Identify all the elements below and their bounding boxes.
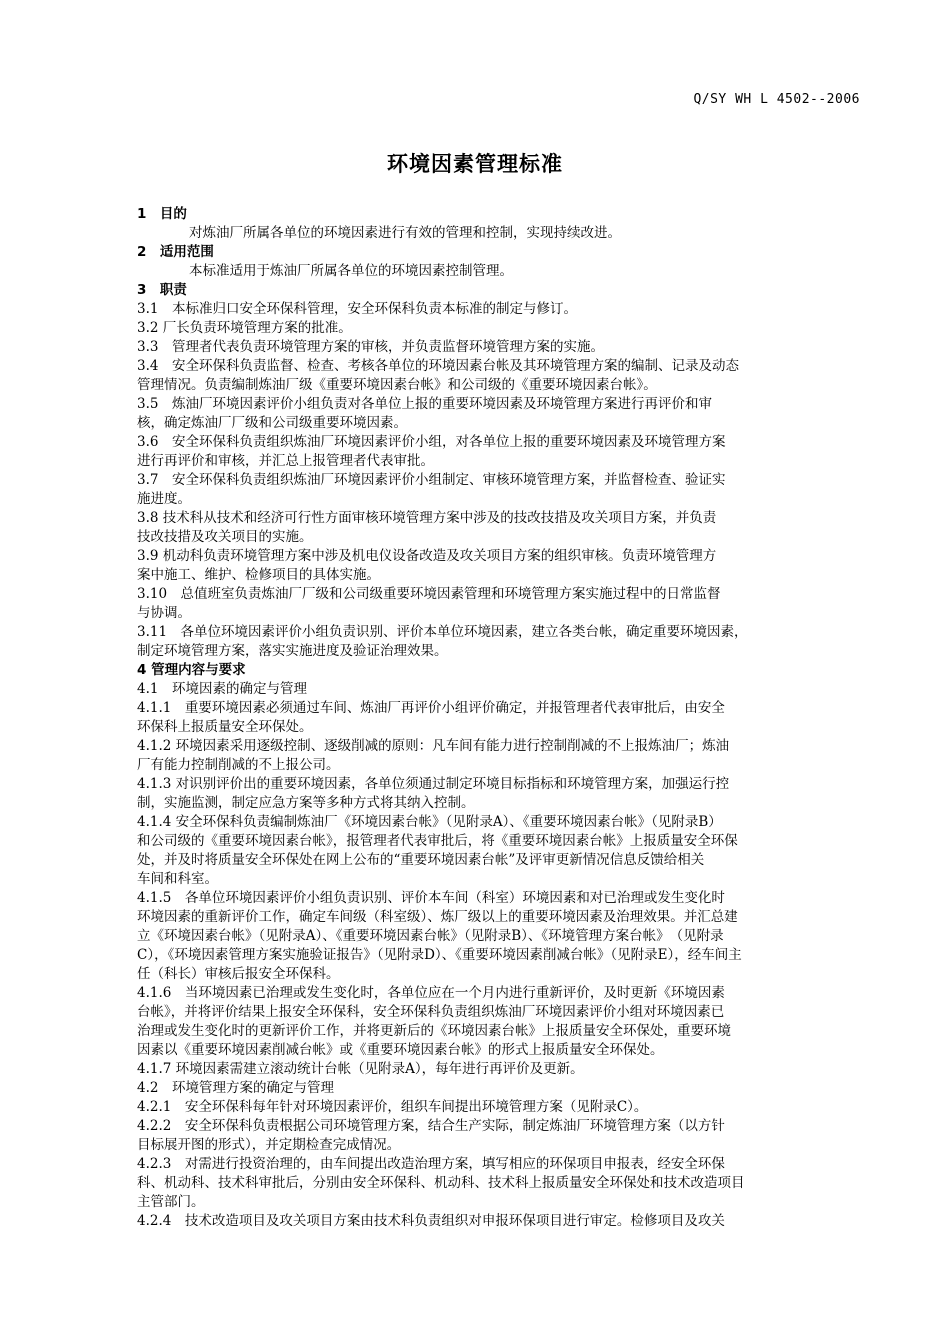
body-line: 立《环境因素台帐》（见附录A）、《重要环境因素台帐》（见附录B）、《环境管理方案台帐》 （见附录 [137, 928, 724, 944]
body-line: 厂有能力控制削减的不上报公司。 [137, 757, 340, 773]
body-line: 3.5 炼油厂环境因素评价小组负责对各单位上报的重要环境因素及环境管理方案进行再评价和审 [137, 396, 712, 412]
body-line: 3.2 厂长负责环境管理方案的批准。 [137, 320, 352, 336]
body-line: 技改技措及攻关项目的实施。 [137, 529, 313, 545]
body-line: 施进度。 [137, 491, 191, 507]
body-line: 治理或发生变化时的更新评价工作，并将更新后的《环境因素台帐》上报质量安全环保处，重要环境 [137, 1023, 731, 1039]
body-line: C），《环境因素管理方案实施验证报告》（见附录D）、《重要环境因素削减台帐》（见附录E），经车间主 [137, 947, 742, 963]
body-line: 制，实施监测，制定应急方案等多种方式将其纳入控制。 [137, 795, 475, 811]
body-line: 3.6 安全环保科负责组织炼油厂环境因素评价小组，对各单位上报的重要环境因素及环境管理方案 [137, 434, 726, 450]
body-line: 案中施工、维护、检修项目的具体实施。 [137, 567, 380, 583]
body-line: 4.1.6 当环境因素已治理或发生变化时，各单位应在一个月内进行重新评价，及时更新《环境因素 [137, 985, 725, 1001]
body-line: 和公司级的《重要环境因素台帐》，报管理者代表审批后，将《重要环境因素台帐》上报质量安全环保 [137, 833, 738, 849]
body-line: 4.1.2 环境因素采用逐级控制、逐级削减的原则：凡车间有能力进行控制削减的不上报炼油厂；炼油 [137, 738, 730, 754]
body-line: 3.8 技术科从技术和经济可行性方面审核环境管理方案中涉及的技改技措及攻关项目方案，并负责 [137, 510, 717, 526]
body-line: 处，并及时将质量安全环保处在网上公布的“重要环境因素台帐”及评审更新情况信息反馈给相关 [137, 852, 705, 868]
body-line: 对炼油厂所属各单位的环境因素进行有效的管理和控制，实现持续改进。 [189, 225, 621, 241]
body-line: 3.1 本标准归口安全环保科管理，安全环保科负责本标准的制定与修订。 [137, 301, 577, 317]
body-line: 主管部门。 [137, 1194, 205, 1210]
body-line: 3.10 总值班室负责炼油厂厂级和公司级重要环境因素管理和环境管理方案实施过程中的日常监督 [137, 586, 721, 602]
body-line: 管理情况。负责编制炼油厂级《重要环境因素台帐》和公司级的《重要环境因素台帐》。 [137, 377, 657, 393]
body-line: 3.3 管理者代表负责环境管理方案的审核，并负责监督环境管理方案的实施。 [137, 339, 604, 355]
section-heading: 4 管理内容与要求 [137, 662, 246, 678]
body-line: 4.1.5 各单位环境因素评价小组负责识别、评价本车间（科室）环境因素和对已治理或发生变化时 [137, 890, 725, 906]
body-line: 核，确定炼油厂厂级和公司级重要环境因素。 [137, 415, 407, 431]
body-line: 3.7 安全环保科负责组织炼油厂环境因素评价小组制定、审核环境管理方案，并监督检查、验证实 [137, 472, 726, 488]
document-code: Q/SY WH L 4502--2006 [693, 92, 860, 107]
body-line: 环境因素的重新评价工作，确定车间级（科室级）、炼厂级以上的重要环境因素及治理效果。并汇总建 [137, 909, 738, 925]
body-line: 本标准适用于炼油厂所属各单位的环境因素控制管理。 [189, 263, 513, 279]
body-line: 4.2 环境管理方案的确定与管理 [137, 1080, 334, 1096]
body-line: 台帐》，并将评价结果上报安全环保科，安全环保科负责组织炼油厂环境因素评价小组对环境因素已 [137, 1004, 725, 1020]
body-line: 4.1.4 安全环保科负责编制炼油厂《环境因素台帐》（见附录A）、《重要环境因素台帐》（见附录B） [137, 814, 722, 830]
body-line: 4.2.1 安全环保科每年针对环境因素评价，组织车间提出环境管理方案（见附录C）。 [137, 1099, 648, 1115]
body-line: 4.2.2 安全环保科负责根据公司环境管理方案，结合生产实际，制定炼油厂环境管理方案（以方针 [137, 1118, 725, 1134]
body-line: 3.4 安全环保科负责监督、检查、考核各单位的环境因素台帐及其环境管理方案的编制、记录及动态 [137, 358, 739, 374]
body-line: 4.1 环境因素的确定与管理 [137, 681, 307, 697]
section-heading: 1 目的 [137, 206, 187, 222]
body-line: 4.1.7 环境因素需建立滚动统计台帐（见附录A），每年进行再评价及更新。 [137, 1061, 584, 1077]
body-line: 科、机动科、技术科审批后，分别由安全环保科、机动科、技术科上报质量安全环保处和技术改造项目 [137, 1175, 745, 1191]
body-line: 车间和科室。 [137, 871, 218, 887]
body-line: 3.11 各单位环境因素评价小组负责识别、评价本单位环境因素，建立各类台帐，确定重要环境因素， [137, 624, 748, 640]
body-line: 4.1.3 对识别评价出的重要环境因素，各单位须通过制定环境目标指标和环境管理方案，加强运行控 [137, 776, 730, 792]
body-line: 与协调。 [137, 605, 191, 621]
body-line: 制定环境管理方案，落实实施进度及验证治理效果。 [137, 643, 448, 659]
section-heading: 2 适用范围 [137, 244, 214, 260]
document-title: 环境因素管理标准 [387, 152, 563, 176]
document-body [137, 205, 863, 1231]
body-line: 环保科上报质量安全环保处。 [137, 719, 313, 735]
body-line: 任（科长）审核后报安全环保科。 [137, 966, 340, 982]
body-line: 因素以《重要环境因素削减台帐》或《重要环境因素台帐》的形式上报质量安全环保处。 [137, 1042, 664, 1058]
body-line: 3.9 机动科负责环境管理方案中涉及机电仪设备改造及攻关项目方案的组织审核。负责环境管理方 [137, 548, 717, 564]
body-line: 目标展开图的形式），并定期检查完成情况。 [137, 1137, 401, 1153]
body-line: 4.1.1 重要环境因素必须通过车间、炼油厂再评价小组评价确定，并报管理者代表审批后，由安全 [137, 700, 725, 716]
body-line: 4.2.3 对需进行投资治理的，由车间提出改造治理方案，填写相应的环保项目申报表，经安全环保 [137, 1156, 725, 1172]
body-line: 进行再评价和审核，并汇总上报管理者代表审批。 [137, 453, 434, 469]
body-line: 4.2.4 技术改造项目及攻关项目方案由技术科负责组织对申报环保项目进行审定。检修项目及攻关 [137, 1213, 725, 1229]
section-heading: 3 职责 [137, 282, 187, 298]
